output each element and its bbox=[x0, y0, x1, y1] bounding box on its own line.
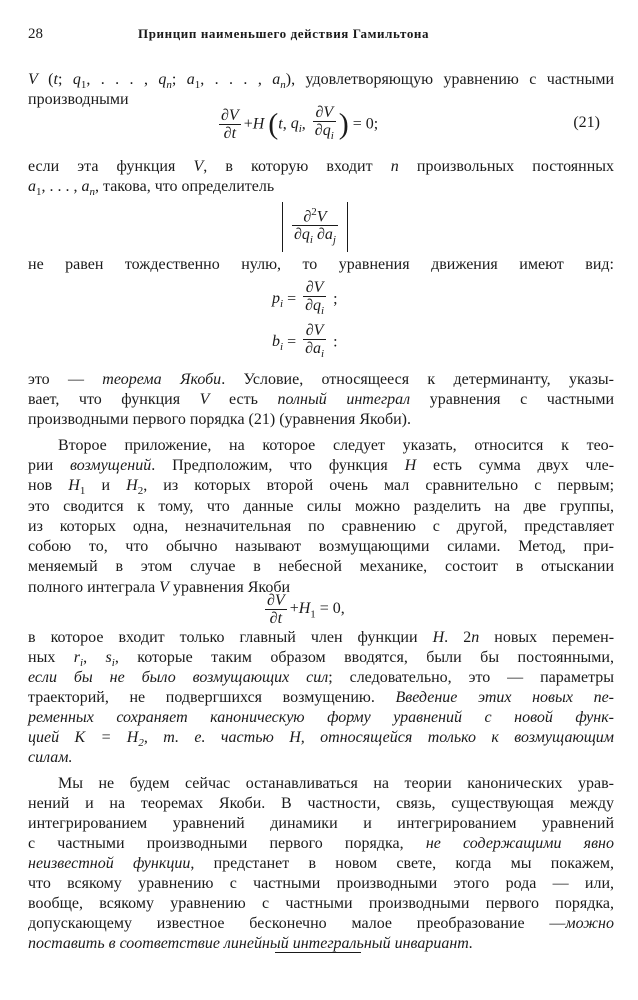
text-line: V (t; $q_1$, . . . , $q_n$; $a_1$, . . . , $a_n$), удовлетворяющую уравнению с частными bbox=[28, 71, 615, 92]
text-line: вает, что функция V есть полный интеграл уравнения с частными bbox=[28, 391, 615, 408]
text-line: Мы не будем сейчас останавливаться на теории канонических урав- bbox=[58, 775, 614, 792]
text-line: цией $K = H_2$, т. е. частью H, относящейся только к возмущающим bbox=[28, 729, 615, 750]
equation-number: (21) bbox=[573, 114, 600, 131]
text-line: ременных сохраняет каноническую форму уравнений с новой функ- bbox=[28, 709, 614, 726]
page-number: 28 bbox=[28, 26, 43, 42]
text-line: это — теорема Якоби. Условие, относящееся к детерминанту, указы- bbox=[28, 371, 615, 388]
text-line: Второе приложение, на которое следует указать, относится к тео- bbox=[58, 437, 614, 454]
text-line: не равен тождественно нулю, то уравнения движения имеют вид: bbox=[28, 256, 614, 273]
text-line: вообще, всякому уравнению с частными производными первого порядка, bbox=[28, 895, 614, 912]
text-line: полного интеграла V уравнения Якоби bbox=[28, 579, 291, 596]
text-line: производными первого порядка (21) (уравнения Якоби). bbox=[28, 411, 411, 428]
text-line: из которых одна, незначительная по сравнению с другой, представляет bbox=[28, 518, 614, 535]
text-line: допускающему известное бесконечно малое преобразование —можно bbox=[28, 915, 614, 932]
text-line: рии возмущений. Предположим, что функция H есть сумма двух чле- bbox=[28, 457, 615, 474]
equation-21: $\frac{\partial V}{\partial t}$ +H (t, $q_i$, $\frac{\partial V}{\partial q_i}$ ) = 0; bbox=[221, 104, 379, 143]
text-line: с частными производными первого порядка, не содержащими явно bbox=[28, 835, 614, 852]
text-line: если бы не было возмущающих сил; следовательно, это — параметры bbox=[28, 669, 615, 686]
text-line: меняемый в этом случае в небесной механике, состоит в отыскании bbox=[28, 558, 614, 575]
text-line: собою то, что обычно называют возмущающими силами. Метод, при- bbox=[28, 538, 614, 555]
text-line: нений и на теоремах Якоби. В частности, связь, существующая между bbox=[28, 795, 614, 812]
text-line: поставить в соответствие линейный интегральный инвариант. bbox=[28, 935, 474, 952]
determinant: $\frac{\partial^2V}{\partial q_i \partial a_j}$ bbox=[282, 202, 348, 252]
equation-b: $b_i$ = $\frac{\partial V}{\partial a_i}$ : bbox=[272, 322, 338, 361]
running-title: Принцип наименьшего действия Гамильтона bbox=[138, 26, 430, 41]
text-line: ных $r_i$, $s_i$, которые таким образом вводятся, были бы постоянными, bbox=[28, 649, 614, 670]
text-line: траекторий, не подвергшихся возмущению. Введение этих новых пе- bbox=[28, 689, 615, 706]
section-divider bbox=[275, 952, 361, 953]
equation-jacobi: $\frac{\partial V}{\partial t}$ $+H_1 = 0$, bbox=[267, 592, 345, 627]
text-line: что всякому уравнению с частными производными этого рода — или, bbox=[28, 875, 614, 892]
text-line: силам. bbox=[28, 749, 73, 766]
text-line: если эта функция V, в которую входит n произвольных постоянных bbox=[28, 158, 615, 175]
text-line: нов $H_1$ и $H_2$, из которых второй очень мал сравнительно с первым; bbox=[28, 477, 615, 498]
text-line: неизвестной функции, предстанет в новом свете, когда мы покажем, bbox=[28, 855, 615, 872]
text-line: $a_1$, . . . , $a_n$, такова, что определитель bbox=[28, 178, 275, 199]
text-line: это сводится к тому, что данные силы можно разделить на две группы, bbox=[28, 498, 614, 515]
equation-p: $p_i$ = $\frac{\partial V}{\partial q_i}$ ; bbox=[272, 279, 338, 318]
text-line: производными bbox=[28, 91, 129, 108]
text-line: интегрированием уравнений динамики и интегрированием уравнений bbox=[28, 815, 614, 832]
page-header bbox=[28, 26, 610, 46]
text-line: в которое входит только главный член функции H. 2n новых перемен- bbox=[28, 629, 615, 646]
